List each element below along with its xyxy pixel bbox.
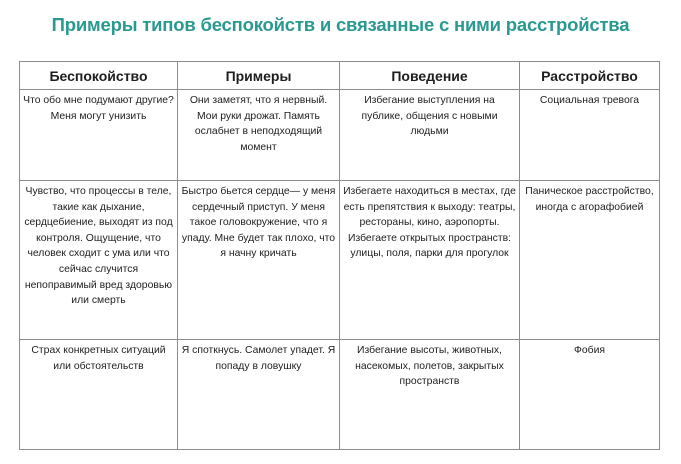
cell-behavior: Избегание высоты, животных, насекомых, полетов, закрытых пространств	[340, 340, 520, 450]
cell-disorder: Фобия	[520, 340, 660, 450]
cell-disorder: Паническое расстройство, иногда с агорафобией	[520, 181, 660, 340]
header-examples: Примеры	[178, 62, 340, 90]
cell-examples: Быстро бьется сердце— у меня сердечный приступ. У меня такое головокружение, что я упаду. Мне будет так плохо, что я начну кричать	[178, 181, 340, 340]
cell-disorder: Социальная тревога	[520, 90, 660, 181]
table-row	[20, 90, 660, 181]
cell-worry: Страх конкретных ситуаций или обстоятельств	[20, 340, 178, 450]
table-row	[20, 340, 660, 450]
cell-examples: Я споткнусь. Самолет упадет. Я попаду в ловушку	[178, 340, 340, 450]
cell-behavior: Избегание выступления на публике, общения с новыми людьми	[340, 90, 520, 181]
cell-worry: Что обо мне подумают другие? Меня могут унизить	[20, 90, 178, 181]
cell-worry: Чувство, что процессы в теле, такие как дыхание, сердцебиение, выходят из под контроля. Ощущение, что человек сходит с ума или что сейчас случится непоправимый вред здоровью или смерть	[20, 181, 178, 340]
header-worry: Беспокойство	[20, 62, 178, 90]
header-behavior: Поведение	[340, 62, 520, 90]
page-title: Примеры типов беспокойств и связанные с ними расстройства	[51, 14, 630, 35]
cell-behavior: Избегаете находиться в местах, где есть препятствия к выходу: театры, рестораны, кино, аэропорты. Избегаете открытых пространств: улицы, поля, парки для прогулок	[340, 181, 520, 340]
header-disorder: Расстройство	[520, 62, 660, 90]
anxiety-table	[19, 61, 660, 450]
cell-examples: Они заметят, что я нервный. Мои руки дрожат. Память ослабнет в неподходящий момент	[178, 90, 340, 181]
table-row	[20, 181, 660, 340]
table-header-row	[20, 62, 660, 90]
